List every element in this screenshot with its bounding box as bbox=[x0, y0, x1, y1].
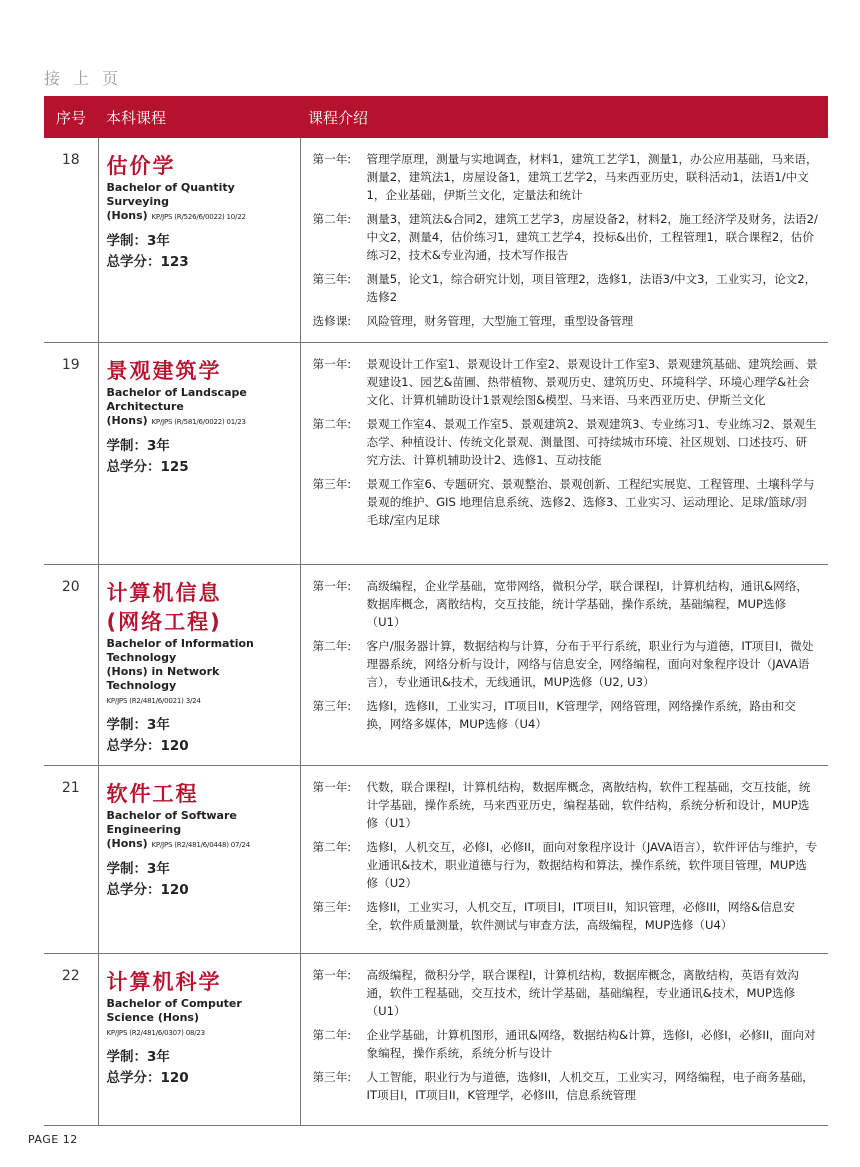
year-block bbox=[313, 898, 819, 934]
accreditation-code: KP/JPS (R2/481/6/0021) 3/24 bbox=[106, 697, 201, 705]
year-courses: 风险管理，财务管理，大型施工管理，重型设备管理 bbox=[366, 314, 634, 328]
row-number: 22 bbox=[44, 954, 98, 1126]
continued-label: 接 上 页 bbox=[44, 69, 123, 88]
year-label: 第一年: bbox=[312, 357, 352, 371]
accreditation-code: KP/JPS (R/526/6/0022) 10/22 bbox=[151, 213, 246, 221]
program-name-en: Bachelor of Quantity Surveying bbox=[106, 181, 235, 208]
year-label: 第一年: bbox=[312, 968, 352, 982]
year-block bbox=[313, 778, 819, 832]
table-row bbox=[44, 343, 828, 565]
year-courses: 景观设计工作室1、景观设计工作室2、景观设计工作室3、景观建筑基础、建筑绘画、景观建设1、园艺&苗圃、热带植物、景观历史、建筑历史、环境科学、环境心理学&社会文化、计算机辅助设计1景观绘图&模型、马来语、马来西亚历史、伊斯兰文化 bbox=[366, 357, 818, 407]
duration: 学制：3年 bbox=[106, 438, 170, 454]
year-courses: 高级编程，微积分学，联合课程I，计算机结构，数据库概念，离散结构，英语有效沟通，软件工程基础，交互技术，统计学基础，基础编程，专业通讯&技术，MUP选修（U1） bbox=[366, 968, 799, 1018]
program-code-line bbox=[107, 414, 292, 429]
program-name-cn: 估价学 bbox=[106, 154, 176, 178]
year-label: 第三年: bbox=[312, 699, 352, 713]
year-label: 第三年: bbox=[312, 477, 352, 491]
duration: 学制：3年 bbox=[106, 861, 170, 877]
year-courses: 企业学基础，计算机图形，通讯&网络，数据结构&计算，选修I，必修I，必修II，面向对象编程，操作系统，系统分析与设计 bbox=[366, 1028, 816, 1060]
row-number: 18 bbox=[44, 138, 98, 343]
program-cell bbox=[98, 766, 300, 954]
total-credits: 总学分：120 bbox=[106, 1070, 189, 1086]
year-block bbox=[313, 210, 819, 264]
table-row bbox=[44, 565, 828, 766]
table-row bbox=[44, 766, 828, 954]
program-code-line bbox=[107, 209, 292, 224]
program-name-en: Bachelor of Computer Science (Hons) bbox=[106, 997, 242, 1024]
course-intro-cell bbox=[300, 343, 828, 565]
table-row bbox=[44, 138, 828, 343]
year-block bbox=[313, 312, 819, 330]
row-number: 21 bbox=[44, 766, 98, 954]
course-intro-cell bbox=[300, 954, 828, 1126]
program-name-en: Bachelor of Landscape Architecture bbox=[106, 386, 247, 413]
accreditation-code: KP/JPS (R/581/6/0022) 01/23 bbox=[151, 418, 246, 426]
duration: 学制：3年 bbox=[106, 717, 170, 733]
year-courses: 景观工作室6、专题研究、景观整治、景观创新、工程纪实展览、工程管理、土壤科学与景观的维护、GIS 地理信息系统、选修2、选修3、工业实习、运动理论、足球/篮球/羽毛球/室内足球 bbox=[366, 477, 815, 527]
program-name-cn: 计算机科学 bbox=[106, 970, 222, 994]
year-block bbox=[313, 966, 819, 1020]
program-cell bbox=[98, 954, 300, 1126]
year-label: 选修课: bbox=[312, 314, 352, 328]
year-courses: 选修II，工业实习，人机交互，IT项目I，IT项目II，知识管理，必修III，网络&信息安全，软件质量测量，软件测试与审查方法，高级编程，MUP选修（U4） bbox=[366, 900, 795, 932]
year-courses: 测量5，论文1，综合研究计划，项目管理2，选修1，法语3/中文3，工业实习，论文2，选修2 bbox=[366, 272, 817, 304]
header-program: 本科课程 bbox=[98, 96, 300, 138]
program-name-en-suffix: (Hons) bbox=[106, 414, 148, 427]
total-credits: 总学分：120 bbox=[106, 882, 189, 898]
year-block bbox=[313, 838, 819, 892]
year-courses: 高级编程，企业学基础，宽带网络，微积分学，联合课程I，计算机结构，通讯&网络，数据库概念，离散结构，交互技能，统计学基础，操作系统，基础编程，MUP选修（U1） bbox=[366, 579, 808, 629]
header-no: 序号 bbox=[44, 96, 98, 138]
year-courses: 代数，联合课程I，计算机结构，数据库概念，离散结构，软件工程基础，交互技能，统计学基础，操作系统，马来西亚历史，编程基础，软件结构，系统分析和设计，MUP选修（U1） bbox=[366, 780, 811, 830]
year-block bbox=[313, 1068, 819, 1104]
year-courses: 管理学原理，测量与实地调查，材料1，建筑工艺学1，测量1，办公应用基础，马来语，测量2，建筑法1，房屋设备1，建筑工艺学2，马来西亚历史，联科活动1，法语1/中文1，企业基础，伊斯兰文化，定量法和统计 bbox=[366, 152, 818, 202]
year-label: 第二年: bbox=[312, 840, 352, 854]
year-courses: 景观工作室4、景观工作室5、景观建筑2、景观建筑3、专业练习1、专业练习2、景观生态学、种植设计、传统文化景观、测量图、可持续城市环境、社区规划、口述技巧、研究方法、计算机辅助设计2、选修1、互动技能 bbox=[366, 417, 817, 467]
program-code-line bbox=[107, 1025, 292, 1040]
year-block bbox=[313, 697, 819, 733]
year-label: 第三年: bbox=[312, 900, 352, 914]
year-block bbox=[313, 415, 819, 469]
program-cell bbox=[98, 138, 300, 343]
year-label: 第二年: bbox=[312, 212, 352, 226]
program-name-cn: 软件工程 bbox=[106, 782, 199, 806]
row-number: 20 bbox=[44, 565, 98, 766]
year-block bbox=[313, 637, 819, 691]
table-body bbox=[44, 138, 828, 1126]
program-name-en-suffix: (Hons) bbox=[106, 837, 148, 850]
year-block bbox=[313, 577, 819, 631]
header-intro: 课程介绍 bbox=[300, 96, 828, 138]
table-row bbox=[44, 954, 828, 1126]
program-name-en: (Hons) in Network Technology bbox=[106, 665, 220, 692]
year-label: 第一年: bbox=[312, 152, 352, 166]
year-label: 第三年: bbox=[312, 272, 352, 286]
page-number: PAGE 12 bbox=[28, 1133, 78, 1146]
program-name-cn: 计算机信息 bbox=[106, 581, 222, 605]
year-courses: 选修I，人机交互，必修I，必修II，面向对象程序设计（JAVA语言），软件评估与维护，专业通讯&技术，职业道德与行为，数据结构和算法，操作系统，软件项目管理，MUP选修（U2） bbox=[366, 840, 818, 890]
year-block bbox=[313, 475, 819, 529]
course-table bbox=[44, 96, 828, 1126]
program-code-line bbox=[107, 693, 292, 708]
course-intro-cell bbox=[300, 138, 828, 343]
year-label: 第一年: bbox=[312, 579, 352, 593]
program-name-en: Bachelor of Software Engineering bbox=[106, 809, 237, 836]
year-courses: 选修I，选修II，工业实习，IT项目II，K管理学，网络管理，网络操作系统，路由和交换，网络多媒体，MUP选修（U4） bbox=[366, 699, 796, 731]
year-block bbox=[313, 355, 819, 409]
year-label: 第二年: bbox=[312, 417, 352, 431]
year-label: 第二年: bbox=[312, 1028, 352, 1042]
row-number: 19 bbox=[44, 343, 98, 565]
program-name-en: Bachelor of Information Technology bbox=[106, 637, 254, 664]
accreditation-code: KP/JPS (R2/481/6/0448) 07/24 bbox=[151, 841, 250, 849]
course-intro-cell bbox=[300, 766, 828, 954]
program-cell bbox=[98, 343, 300, 565]
total-credits: 总学分：123 bbox=[106, 254, 189, 270]
table-header-row bbox=[44, 96, 828, 138]
year-label: 第二年: bbox=[312, 639, 352, 653]
year-courses: 客户/服务器计算，数据结构与计算，分布于平行系统，职业行为与道德，IT项目I，微处理器系统，网络分析与设计，网络与信息安全，网络编程，面向对象程序设计（JAVA语言），专业通讯&技术，无线通讯，MUP选修（U2, U3） bbox=[366, 639, 814, 689]
year-block bbox=[313, 270, 819, 306]
accreditation-code: KP/JPS (R2/481/6/0307) 08/23 bbox=[106, 1029, 205, 1037]
year-label: 第一年: bbox=[312, 780, 352, 794]
year-label: 第三年: bbox=[312, 1070, 352, 1084]
duration: 学制：3年 bbox=[106, 1049, 170, 1065]
year-courses: 人工智能，职业行为与道德，选修II，人机交互，工业实习，网络编程，电子商务基础，IT项目I，IT项目II，K管理学，必修III，信息系统管理 bbox=[366, 1070, 814, 1102]
total-credits: 总学分：125 bbox=[106, 459, 189, 475]
year-block bbox=[313, 150, 819, 204]
course-intro-cell bbox=[300, 565, 828, 766]
duration: 学制：3年 bbox=[106, 233, 170, 249]
program-name-cn: 景观建筑学 bbox=[106, 359, 222, 383]
program-cell bbox=[98, 565, 300, 766]
year-block bbox=[313, 1026, 819, 1062]
year-courses: 测量3，建筑法&合同2，建筑工艺学3，房屋设备2，材料2，施工经济学及财务，法语2/中文2，测量4，估价练习1，建筑工艺学4，投标&出价，工程管理1，联合课程2，估价练习2，技术&专业沟通，技术写作报告 bbox=[366, 212, 818, 262]
total-credits: 总学分：120 bbox=[106, 738, 189, 754]
program-name-cn: (网络工程) bbox=[106, 610, 222, 634]
program-code-line bbox=[107, 837, 292, 852]
program-name-en-suffix: (Hons) bbox=[106, 209, 148, 222]
